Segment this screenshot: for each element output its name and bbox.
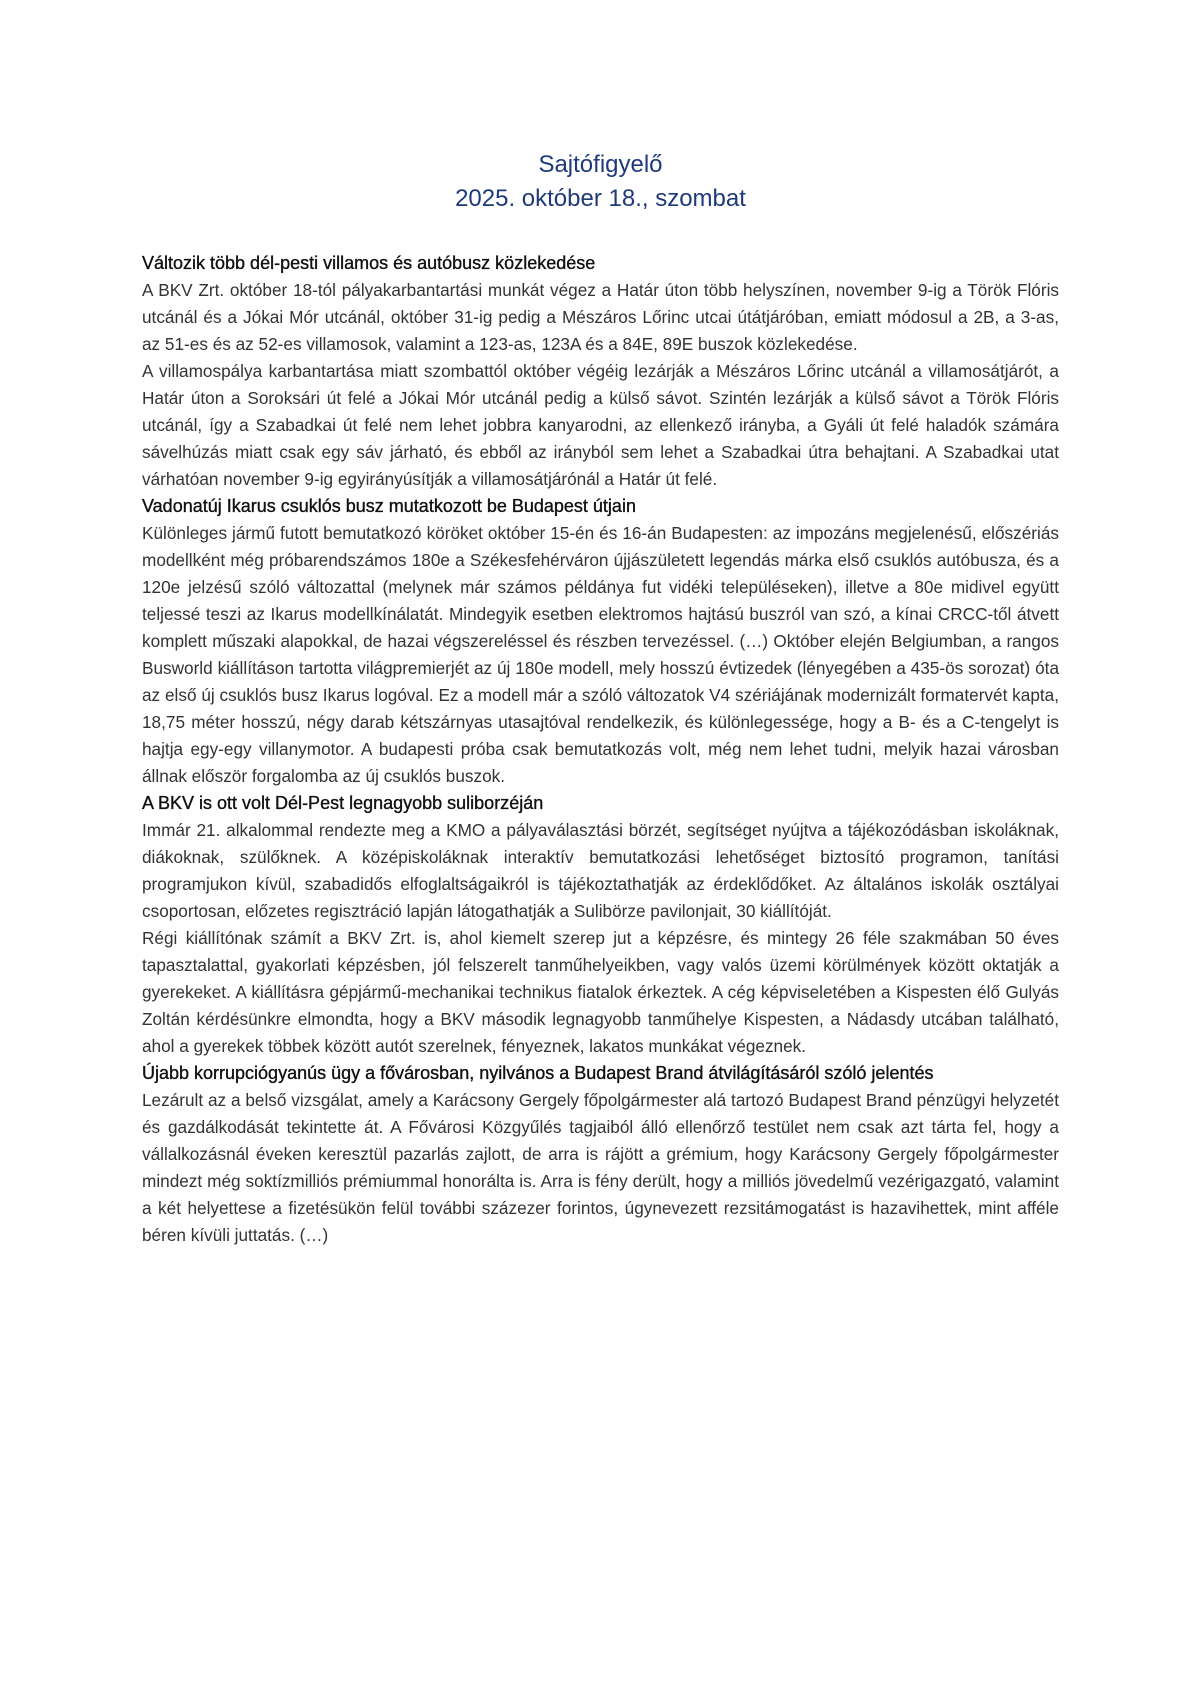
article-title: Változik több dél-pesti villamos és autóbusz közlekedése — [142, 253, 596, 273]
article-paragraph: A villamospálya karbantartása miatt szombattól október végéig lezárják a Mészáros Lőrinc utcánál a villamosátjárót, a Határ úton a Soroksári út felé a Jókai Mór utcánál pedig a külső sávot. Szintén lezárják a külső sávot a Török Flóris utcánál, így a Szabadkai út felé nem lehet jobbra kanyarodni, az ellenkező irányba, a Gyáli út felé haladók számára sávelhúzás miatt csak egy sáv járható, és ebből az irányból sem lehet a Szabadkai útra behajtani. A Szabadkai utat várhatóan november 9-ig egyirányúsítják a villamosátjárónál a Határ út felé. — [142, 361, 1059, 489]
article-3 — [142, 790, 1059, 1060]
masthead — [142, 148, 1059, 216]
article-title: Újabb korrupciógyanús ügy a fővárosban, nyilvános a Budapest Brand átvilágításáról szóló jelentés — [142, 1063, 934, 1083]
article-paragraph: Immár 21. alkalommal rendezte meg a KMO a pályaválasztási börzét, segítséget nyújtva a tájékozódásban iskoláknak, diákoknak, szülőknek. A középiskoláknak interaktív bemutatkozási lehetőséget biztosító programon, tanítási programjukon kívül, szabadidős elfoglaltságaikról is tájékoztathatják az érdeklődőket. Az általános iskolák osztályai csoportosan, előzetes regisztráció lapján látogathatják a Sulibörze pavilonjait, 30 kiállítóját. — [142, 820, 1059, 921]
article-1 — [142, 250, 1059, 493]
document-page — [142, 148, 1059, 1249]
article-paragraph: Lezárult az a belső vizsgálat, amely a Karácsony Gergely főpolgármester alá tartozó Budapest Brand pénzügyi helyzetét és gazdálkodását tekintette át. A Fővárosi Közgyűlés tagjaiból álló ellenőrző testület nem csak azt tárta fel, hogy a vállalkozásnál éveken keresztül pazarlás zajlott, de arra is rájött a grémium, hogy Karácsony Gergely főpolgármester mindezt még soktízmilliós prémiummal honorálta is. Arra is fény derült, hogy a milliós jövedelmű vezérigazgató, valamint a két helyettese a fizetésükön felül további százezer forintos, úgynevezett rezsitámogatást is hazavihettek, mint afféle béren kívüli juttatás. (…) — [142, 1090, 1059, 1245]
article-paragraph: Különleges jármű futott bemutatkozó köröket október 15-én és 16-án Budapesten: az impozáns megjelenésű, előszériás modellként még próbarendszámos 180e a Székesfehérváron újjászületett legendás márka első csuklós autóbusza, és a 120e jelzésű szóló változattal (melynek már számos példánya fut vidéki településeken), illetve a 80e midivel együtt teljessé teszi az Ikarus modellkínálatát. Mindegyik esetben elektromos hajtású buszról van szó, a kínai CRCC-től átvett komplett műszaki alapokkal, de hazai végszereléssel és részben tervezéssel. (…) Október elején Belgiumban, a rangos Busworld kiállításon tartotta világpremierjét az új 180e modell, mely hosszú évtizedek (lényegében a 435-ös sorozat) óta az első új csuklós busz Ikarus logóval. Ez a modell már a szóló változatok V4 szériájának modernizált formatervét kapta, 18,75 méter hosszú, négy darab kétszárnyas utasajtóval rendelkezik, és különlegessége, hogy a B- és a C-tengelyt is hajtja egy-egy villanymotor. A budapesti próba csak bemutatkozás volt, még nem lehet tudni, melyik hazai városban állnak először forgalomba az új csuklós buszok. — [142, 523, 1059, 786]
article-2 — [142, 493, 1059, 790]
document-date: 2025. október 18., szombat — [455, 185, 746, 212]
article-title: Vadonatúj Ikarus csuklós busz mutatkozott be Budapest útjain — [142, 496, 636, 516]
article-title: A BKV is ott volt Dél-Pest legnagyobb suliborzéján — [142, 793, 544, 813]
article-paragraph: Régi kiállítónak számít a BKV Zrt. is, ahol kiemelt szerep jut a képzésre, és mintegy 26 féle szakmában 50 éves tapasztalattal, gyakorlati képzésben, jól felszerelt tanműhelyeikben, vagy valós üzemi körülmények között oktatják a gyerekeket. A kiállításra gépjármű-mechanikai technikus fiatalok érkeztek. A cég képviseletében a Kispesten élő Gulyás Zoltán kérdésünkre elmondta, hogy a BKV második legnagyobb tanműhelye Kispesten, a Nádasdy utcában található, ahol a gyerekek többek között autót szerelnek, fényeznek, lakatos munkákat végeznek. — [142, 928, 1059, 1056]
article-paragraph: A BKV Zrt. október 18-tól pályakarbantartási munkát végez a Határ úton több helyszínen, november 9-ig a Török Flóris utcánál és a Jókai Mór utcánál, október 31-ig pedig a Mészáros Lőrinc utcai útátjáróban, emiatt módosul a 2B, a 3-as, az 51-es és az 52-es villamosok, valamint a 123-as, 123A és a 84E, 89E buszok közlekedése. — [142, 280, 1059, 354]
document-title: Sajtófigyelő — [538, 151, 663, 178]
article-4 — [142, 1060, 1059, 1249]
